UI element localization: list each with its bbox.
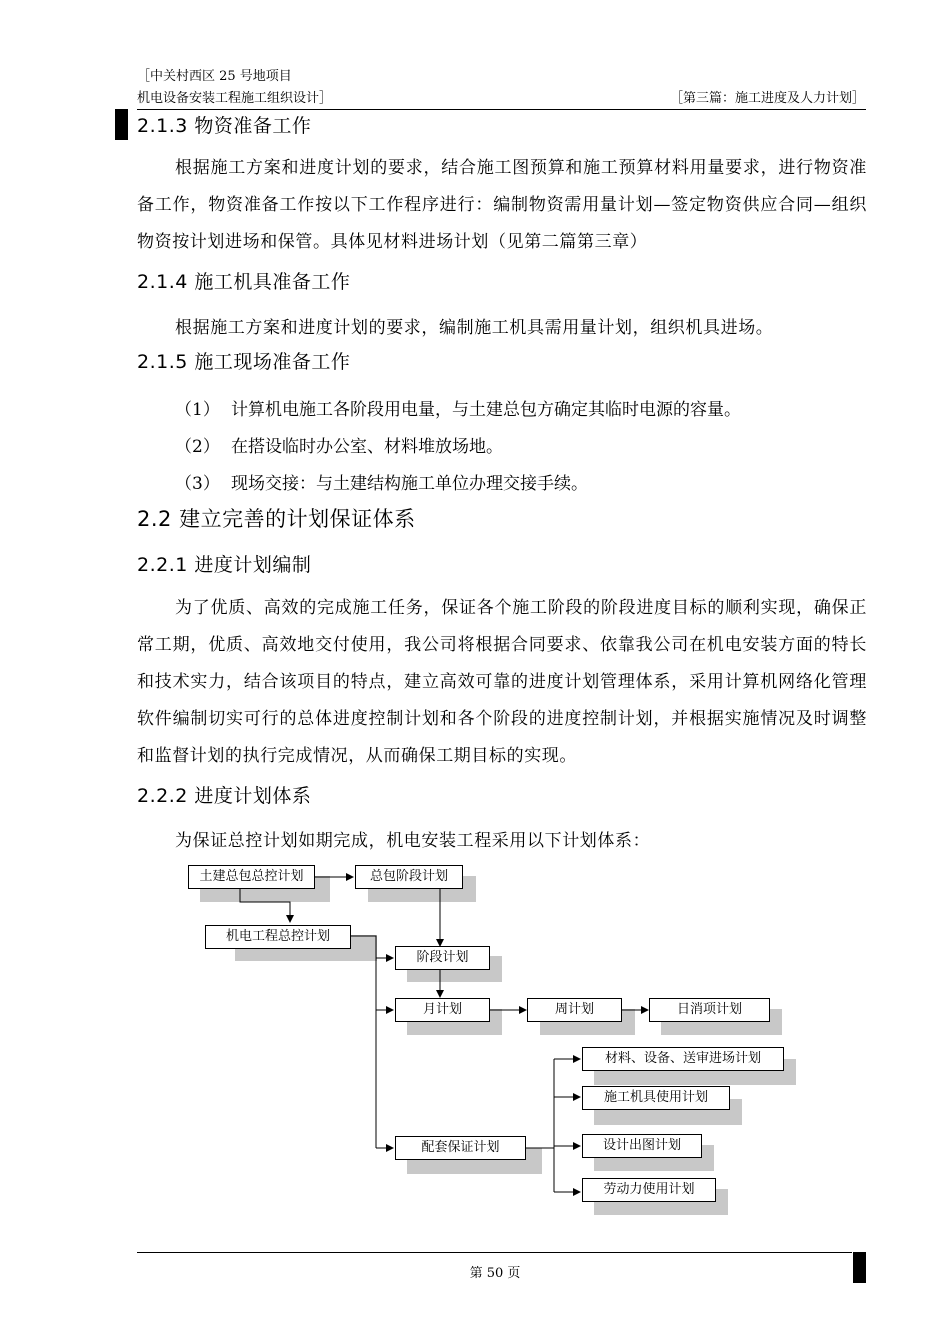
paragraph-2-1-3: 根据施工方案和进度计划的要求，结合施工图预算和施工预算材料用量要求，进行物资准备工作，物资准备工作按以下工作程序进行：编制物资需用量计划—签定物资供应合同—组织物资按计划进场和保管。具体见材料进场计划（见第二篇第三章）: [137, 158, 867, 252]
box-materials-plan: 材料、设备、送审进场计划: [582, 1047, 784, 1071]
heading-2-1-5: 2.1.5 施工现场准备工作: [137, 351, 351, 373]
box-support-plan: 配套保证计划: [395, 1136, 526, 1160]
paragraph-2-2-1: 为了优质、高效的完成施工任务，保证各个施工阶段的阶段进度目标的顺利实现，确保正常工期，优质、高效地交付使用，我公司将根据合同要求、依靠我公司在机电安装方面的特长和技术实力，结合该项目的特点，建立高效可靠的进度计划管理体系，采用计算机网络化管理软件编制切实可行的总体进度控制计划和各个阶段的进度控制计划，并根据实施情况及时调整和监督计划的执行完成情况，从而确保工期目标的实现。: [137, 598, 867, 766]
heading-2-2-2: 2.2.2 进度计划体系: [137, 785, 312, 807]
box-weekly-plan: 周计划: [527, 998, 622, 1022]
list-item: （3） 现场交接：与土建结构施工单位办理交接手续。: [175, 474, 588, 494]
footer-rule: [137, 1252, 852, 1253]
box-stage-plan: 阶段计划: [395, 946, 490, 970]
header-marker: [115, 109, 128, 140]
paragraph-2-1-4: 根据施工方案和进度计划的要求，编制施工机具需用量计划，组织机具进场。: [175, 318, 774, 338]
box-machinery-plan: 施工机具使用计划: [582, 1086, 730, 1110]
diagram-connectors: [180, 856, 800, 1226]
box-drawings-plan: 设计出图计划: [582, 1134, 702, 1158]
list-item: （1） 计算机电施工各阶段用电量，与土建总包方确定其临时电源的容量。: [175, 400, 741, 420]
heading-2-1-4: 2.1.4 施工机具准备工作: [137, 271, 351, 293]
header-document: 机电设备安装工程施工组织设计］: [137, 91, 333, 106]
heading-2-1-3: 2.1.3 物资准备工作: [137, 115, 312, 137]
plan-system-diagram: [180, 856, 800, 1226]
box-general-stage-plan: 总包阶段计划: [355, 865, 463, 889]
header-section: ［第三篇：施工进度及人力计划］: [669, 91, 865, 106]
heading-2-2: 2.2 建立完善的计划保证体系: [137, 507, 416, 531]
paragraph-2-2-2: 为保证总控计划如期完成，机电安装工程采用以下计划体系：: [175, 831, 651, 851]
box-monthly-plan: 月计划: [395, 998, 490, 1022]
box-daily-plan: 日消项计划: [649, 998, 770, 1022]
heading-2-2-1: 2.2.1 进度计划编制: [137, 554, 312, 576]
box-mep-master-plan: 机电工程总控计划: [205, 925, 351, 949]
page-number: 第 50 页: [469, 1266, 521, 1281]
box-labor-plan: 劳动力使用计划: [582, 1178, 716, 1202]
header-project: ［中关村西区 25 号地项目: [137, 69, 292, 84]
box-civil-master-plan: 土建总包总控计划: [188, 865, 315, 889]
header-rule: [137, 109, 866, 110]
list-item: （2） 在搭设临时办公室、材料堆放场地。: [175, 437, 503, 457]
